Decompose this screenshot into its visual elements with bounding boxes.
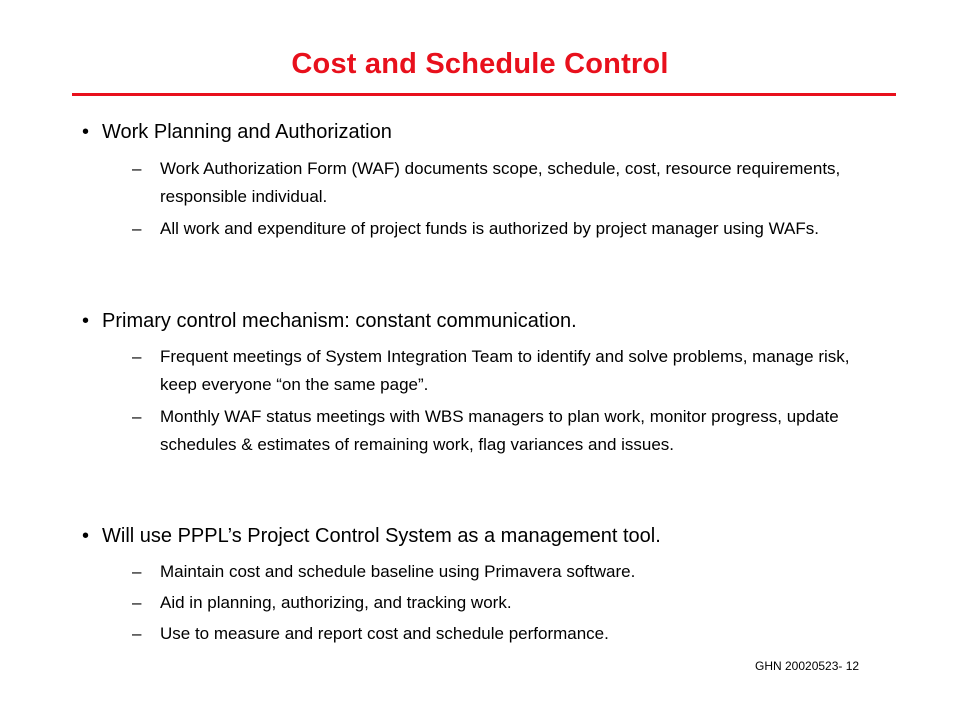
- sub-item-text: All work and expenditure of project funds is authorized by project manager using WAFs.: [160, 219, 819, 238]
- bullet-dot: •: [82, 525, 90, 547]
- bullet-text: Will use PPPL’s Project Control System as a management tool.: [102, 525, 661, 547]
- title-underline: [72, 93, 896, 96]
- sub-item-frequent-meetings: [132, 343, 872, 399]
- sub-item-text: Frequent meetings of System Integration Team to identify and solve problems, manage risk, keep everyone “on the same page”.: [160, 347, 850, 394]
- dash-marker: –: [132, 624, 142, 643]
- sub-item-text: Aid in planning, authorizing, and tracking work.: [160, 593, 512, 612]
- slide-title: Cost and Schedule Control: [291, 48, 669, 80]
- sub-item-measure-report: [132, 620, 872, 648]
- bullet-dot: •: [82, 121, 90, 143]
- bullet-dot: •: [82, 310, 90, 332]
- sub-item-monthly-waf: [132, 403, 872, 459]
- sub-item-text: Use to measure and report cost and schedule performance.: [160, 624, 609, 643]
- dash-marker: –: [132, 347, 142, 366]
- sub-item-text: Monthly WAF status meetings with WBS managers to plan work, monitor progress, update schedules & estimates of remaining work, flag variances and issues.: [160, 407, 839, 454]
- sub-item-aid-planning: [132, 589, 872, 617]
- dash-marker: –: [132, 593, 142, 612]
- sub-item-text: Maintain cost and schedule baseline using Primavera software.: [160, 562, 636, 581]
- dash-marker: –: [132, 219, 142, 238]
- sub-item-waf-documents: [132, 155, 872, 211]
- slide-footer: GHN 20020523- 12: [755, 659, 860, 673]
- sub-item-text: Work Authorization Form (WAF) documents scope, schedule, cost, resource requirements, responsible individual.: [160, 159, 841, 206]
- sub-item-work-authorized: [132, 215, 872, 243]
- sub-item-maintain-baseline: [132, 558, 872, 586]
- bullet-text: Primary control mechanism: constant communication.: [102, 310, 577, 332]
- dash-marker: –: [132, 562, 142, 581]
- dash-marker: –: [132, 407, 142, 426]
- bullet-text: Work Planning and Authorization: [102, 121, 392, 143]
- dash-marker: –: [132, 159, 142, 178]
